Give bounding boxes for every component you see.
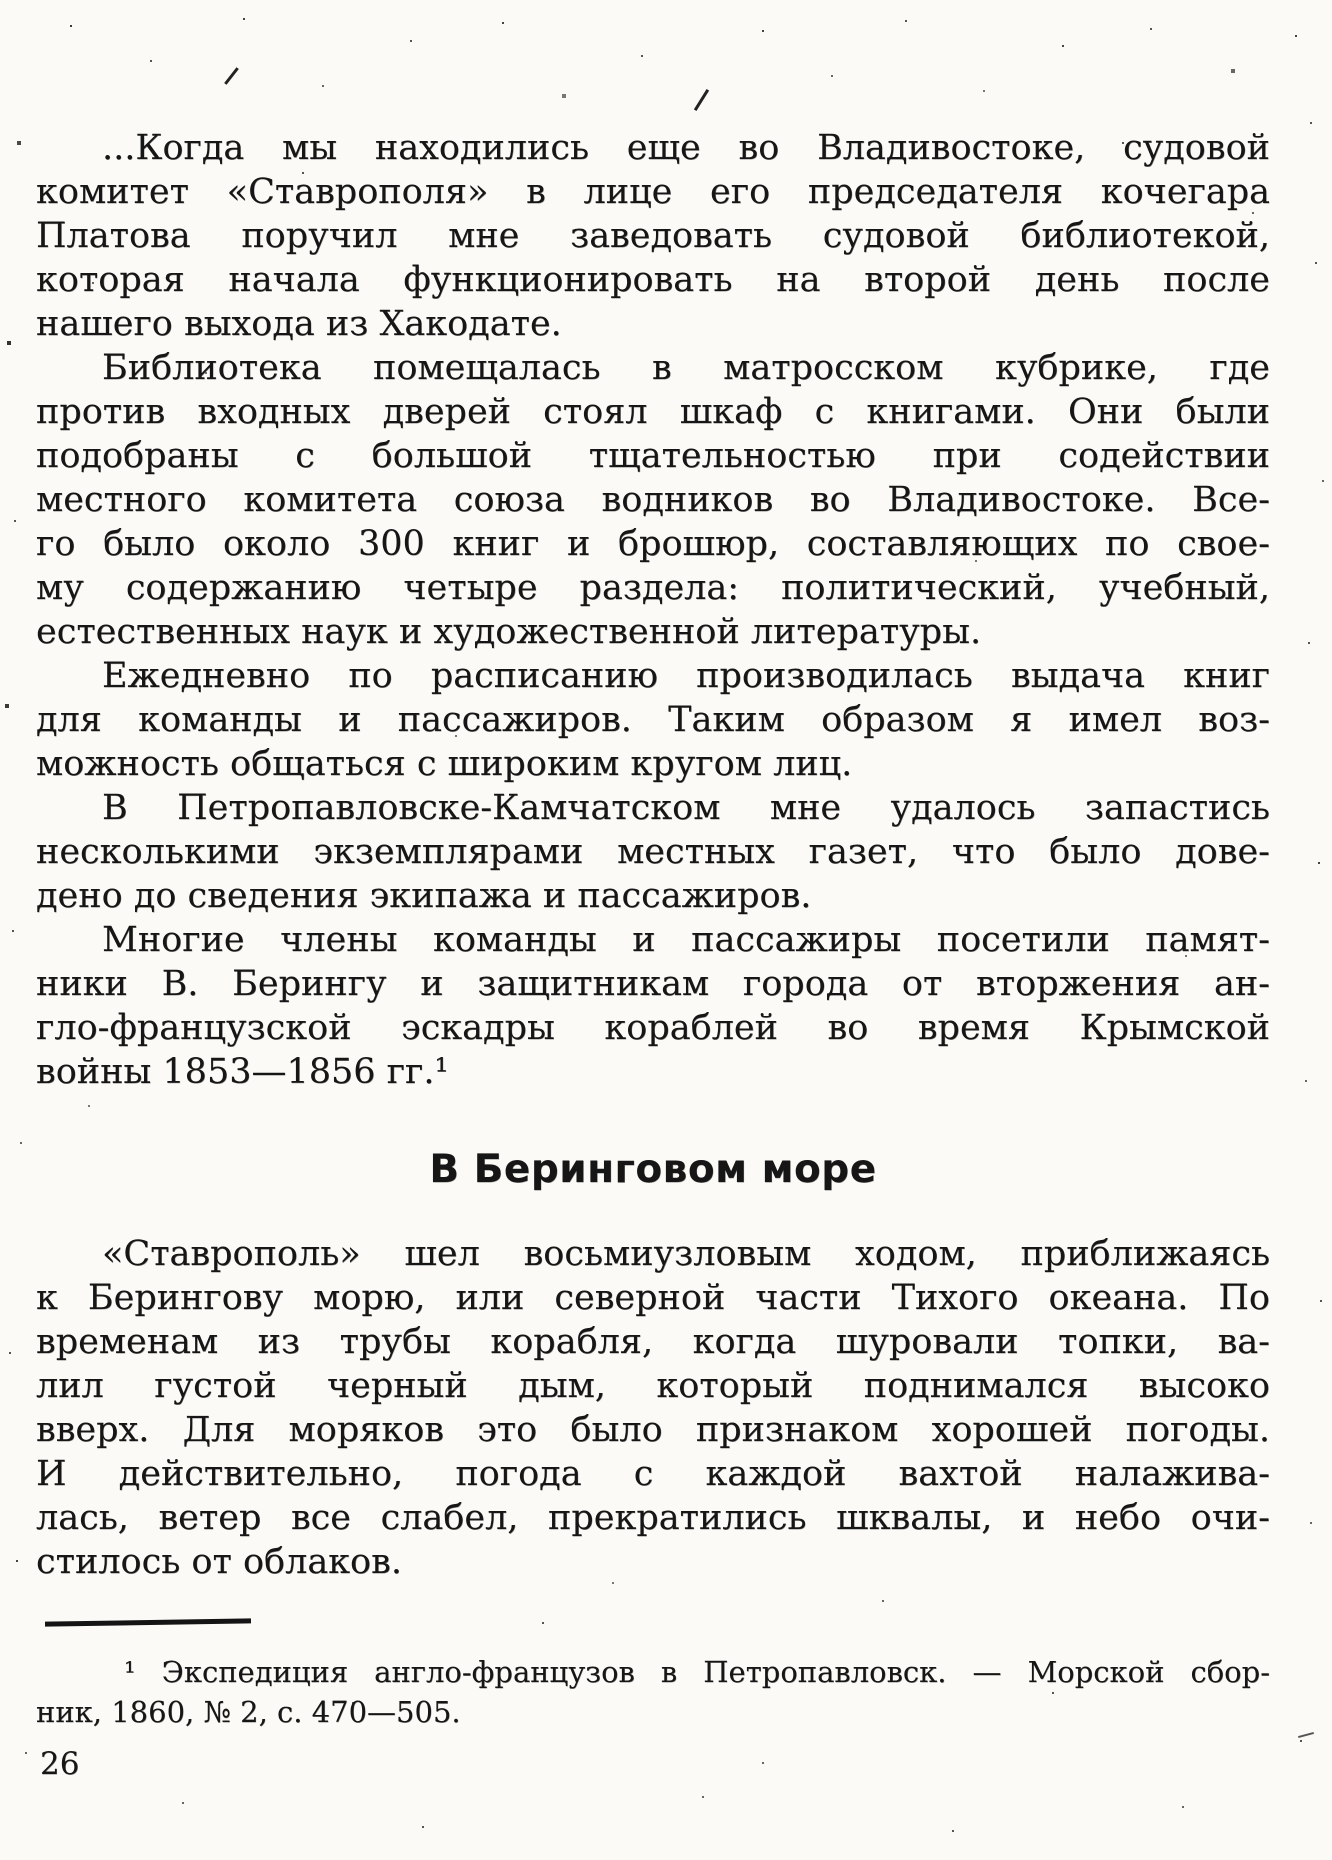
- footnote-divider: [45, 1618, 251, 1626]
- text-line: Ежедневно по расписанию производилась выдача книг: [102, 656, 1270, 696]
- main-text-block: [36, 126, 1270, 1094]
- text-line: вверх. Для моряков это было признаком хорошей погоды.: [36, 1410, 1270, 1450]
- text-line: естественных наук и художественной литературы.: [36, 612, 982, 652]
- text-line: подобраны с большой тщательностью при содействии: [36, 436, 1270, 476]
- text-line: гло-французской эскадры кораблей во время Крымской: [36, 1008, 1270, 1048]
- text-line: Многие члены команды и пассажиры посетили памят-: [102, 920, 1270, 960]
- text-line: дено до сведения экипажа и пассажиров.: [36, 876, 812, 916]
- text-line: лась, ветер все слабел, прекратились шквалы, и небо очи-: [36, 1498, 1270, 1538]
- text-line: комитет «Ставрополя» в лице его председателя кочегара: [36, 172, 1270, 212]
- text-line: несколькими экземплярами местных газет, что было дове-: [36, 832, 1270, 872]
- text-line: ник, 1860, № 2, с. 470—505.: [36, 1695, 461, 1729]
- text-line: ...Когда мы находились еще во Владивостоке, судовой: [102, 128, 1270, 168]
- footnote-paragraph: [36, 1652, 1270, 1732]
- text-line: го было около 300 книг и брошюр, составляющих по свое-: [36, 524, 1270, 564]
- scan-mark: [224, 67, 239, 85]
- section-text-block: [36, 1232, 1270, 1584]
- paragraph: [36, 126, 1270, 346]
- text-line: му содержанию четыре раздела: политический, учебный,: [36, 568, 1270, 608]
- paragraph: [36, 786, 1270, 918]
- text-line: против входных дверей стоял шкаф с книгами. Они были: [36, 392, 1270, 432]
- text-line: к Берингову морю, или северной части Тихого океана. По: [36, 1278, 1270, 1318]
- text-line: лил густой черный дым, который поднимался высоко: [36, 1366, 1270, 1406]
- text-line: которая начала функционировать на второй день после: [36, 260, 1270, 300]
- text-line: ¹ Экспедиция англо-французов в Петропавловск. — Морской сбор-: [124, 1655, 1270, 1689]
- text-line: для команды и пассажиров. Таким образом я имел воз-: [36, 700, 1270, 740]
- paragraph: [36, 346, 1270, 654]
- text-line: ники В. Берингу и защитникам города от вторжения ан-: [36, 964, 1270, 1004]
- paragraph: [36, 918, 1270, 1094]
- section-heading: В Беринговом море: [429, 1147, 877, 1192]
- text-line: В Петропавловске-Камчатском мне удалось запастись: [102, 788, 1270, 828]
- paragraph: [36, 1232, 1270, 1584]
- scan-noise: [0, 0, 2, 2]
- text-line: И действительно, погода с каждой вахтой налажива-: [36, 1454, 1270, 1494]
- scan-mark: [1298, 1732, 1314, 1738]
- footnote: [36, 1652, 1270, 1732]
- text-line: Платова поручил мне заведовать судовой библиотекой,: [36, 216, 1270, 256]
- text-line: войны 1853—1856 гг.¹: [36, 1052, 449, 1092]
- text-line: временам из трубы корабля, когда шуровали топки, ва-: [36, 1322, 1270, 1362]
- text-line: нашего выхода из Хакодате.: [36, 304, 562, 344]
- text-line: стилось от облаков.: [36, 1542, 402, 1582]
- text-line: «Ставрополь» шел восьмиузловым ходом, приближаясь: [102, 1234, 1270, 1274]
- text-line: можность общаться с широким кругом лиц.: [36, 744, 853, 784]
- page-number: 26: [40, 1746, 80, 1782]
- text-line: местного комитета союза водников во Владивостоке. Все-: [36, 480, 1270, 520]
- paragraph: [36, 654, 1270, 786]
- scan-mark: [694, 89, 709, 111]
- text-line: Библиотека помещалась в матросском кубрике, где: [102, 348, 1270, 388]
